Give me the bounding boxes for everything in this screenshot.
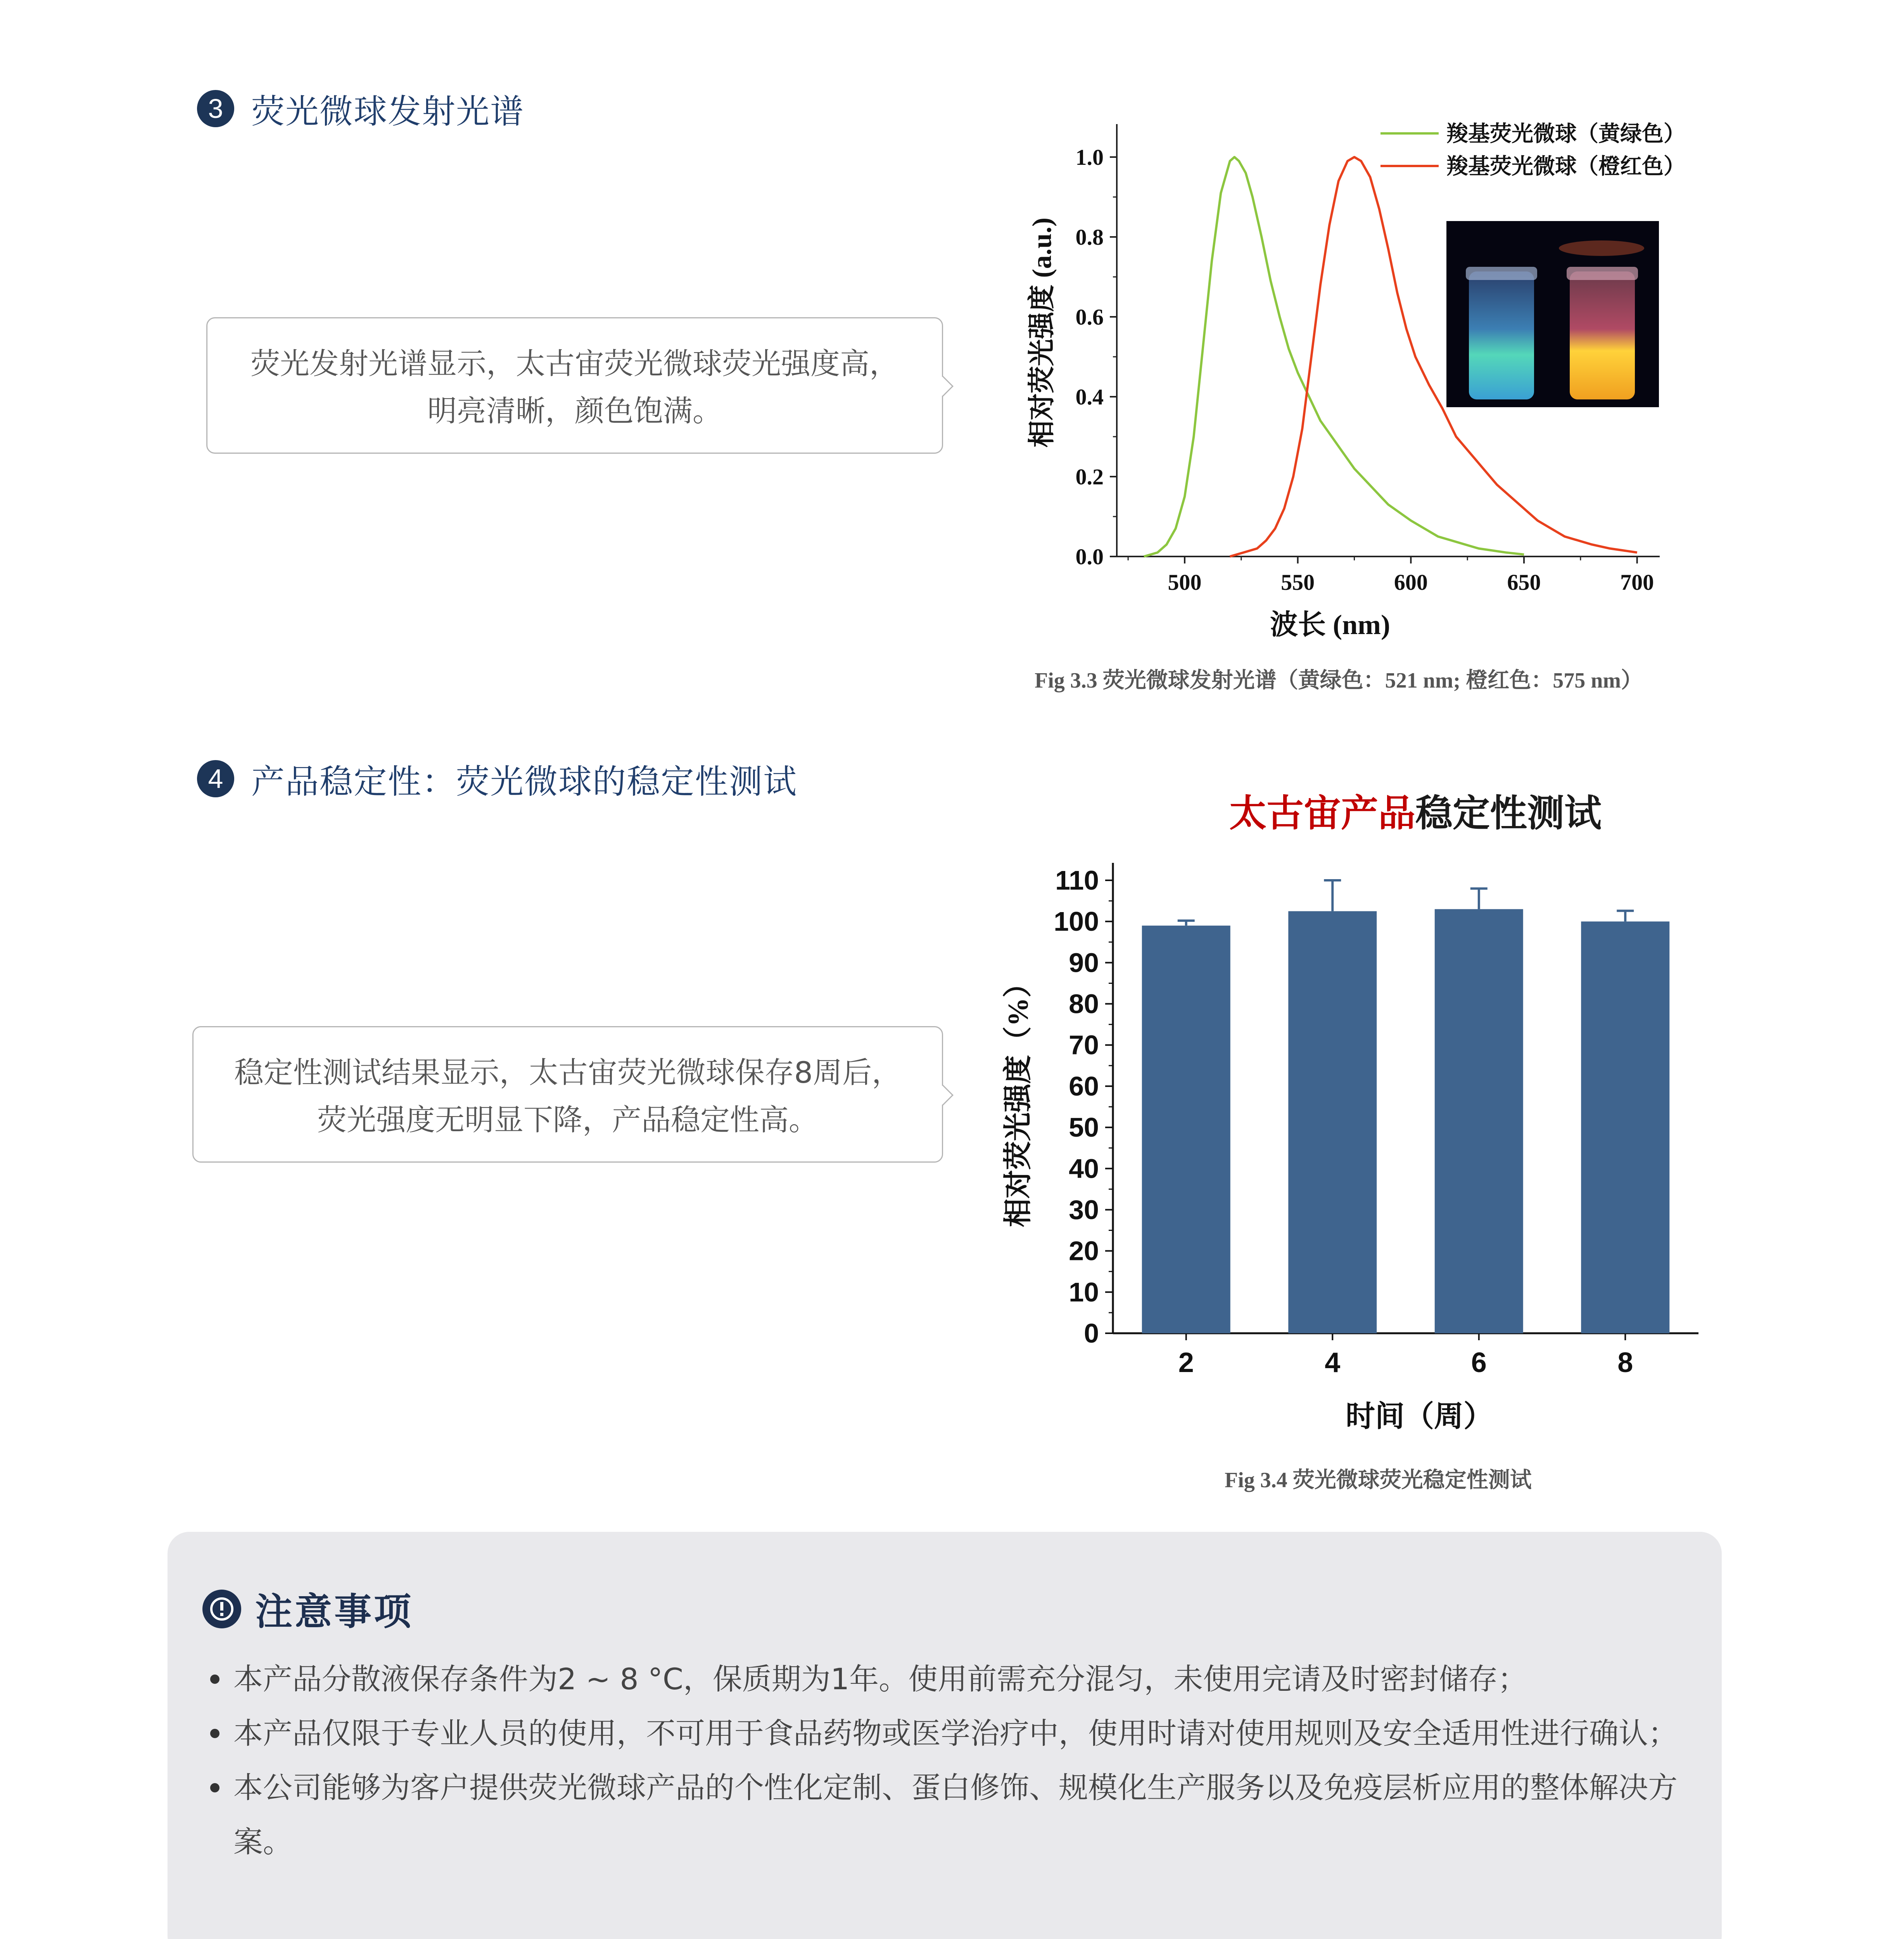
- y-tick-label: 1.0: [1075, 145, 1104, 170]
- notice-title: 注意事项: [255, 1590, 413, 1633]
- bubble-line: 明亮清晰，颜色饱满。: [427, 394, 722, 428]
- notice-item: 本产品分散液保存条件为2 ~ 8 °C，保质期为1年。使用前需充分混匀，未使用完请及时密封储存；: [210, 1652, 1684, 1706]
- bar-week-8: [1581, 921, 1669, 1333]
- description-bubble: [192, 1026, 943, 1163]
- bubble-line: 荧光强度无明显下降，产品稳定性高。: [317, 1103, 818, 1137]
- figure-caption: Fig 3.3 荧光微球发射光谱（黄绿色：521 nm; 橙红色：575 nm）: [1035, 669, 1643, 693]
- section-title: 产品稳定性：荧光微球的稳定性测试: [251, 762, 797, 801]
- y-tick-label: 0.2: [1075, 464, 1104, 489]
- vial-cap: [1567, 267, 1638, 280]
- vial-orange: [1570, 271, 1635, 399]
- vial-green: [1469, 271, 1534, 399]
- legend-label: 羧基荧光微球（橙红色）: [1446, 155, 1685, 179]
- notice-header: [202, 1582, 413, 1635]
- notice-panel: [168, 1532, 1722, 1939]
- figure-caption: Fig 3.4 荧光微球荧光稳定性测试: [1225, 1468, 1532, 1492]
- chart-title: [1229, 793, 1602, 834]
- y-tick-label: 0.6: [1075, 304, 1104, 330]
- x-axis-label: 时间（周）: [1346, 1400, 1493, 1433]
- notice-list: [210, 1652, 1684, 1869]
- section-4-header: [197, 755, 797, 803]
- description-bubble: [206, 317, 943, 454]
- chart-series: [1142, 880, 1670, 1333]
- x-tick-label: 6: [1471, 1347, 1487, 1378]
- section-3-header: [197, 85, 524, 133]
- glow: [1559, 240, 1644, 256]
- alert-icon: [202, 1590, 241, 1628]
- section-number-badge: 3: [197, 90, 234, 127]
- bar-week-6: [1435, 909, 1523, 1333]
- section-number-badge: 4: [197, 760, 234, 797]
- x-axis-label: 波长 (nm): [1270, 609, 1390, 640]
- chart-legend: [1380, 122, 1685, 179]
- y-tick-label: 0: [1084, 1318, 1099, 1348]
- stability-bar-chart: [977, 783, 1722, 1443]
- vials-photo: [1446, 221, 1659, 407]
- y-tick-label: 50: [1069, 1112, 1099, 1143]
- vial-cap: [1466, 267, 1537, 280]
- chart-title-part: 稳定性测试: [1415, 793, 1602, 834]
- y-tick-label: 110: [1055, 865, 1099, 895]
- notice-item: 本公司能够为客户提供荧光微球产品的个性化定制、蛋白修饰、规模化生产服务以及免疫层析应用的整体解决方案。: [210, 1761, 1684, 1869]
- x-tick-label: 700: [1620, 570, 1654, 595]
- bar-week-2: [1142, 926, 1230, 1333]
- x-tick-label: 650: [1507, 570, 1541, 595]
- x-tick-label: 8: [1617, 1347, 1633, 1378]
- y-tick-label: 100: [1054, 906, 1099, 937]
- x-tick-label: 500: [1168, 570, 1202, 595]
- bar-week-4: [1288, 911, 1377, 1333]
- y-tick-label: 20: [1069, 1236, 1099, 1266]
- y-tick-label: 40: [1069, 1153, 1099, 1184]
- y-tick-label: 30: [1069, 1194, 1099, 1225]
- y-axis-label: 相对荧光强度（%）: [1002, 969, 1034, 1227]
- bubble-line: 荧光发射光谱显示，太古宙荧光微球荧光强度高，: [251, 346, 899, 381]
- bubble-line: 稳定性测试结果显示，太古宙荧光微球保存8周后，: [234, 1055, 902, 1090]
- chart-title-part: 太古宙产品: [1229, 793, 1415, 834]
- y-tick-label: 70: [1069, 1030, 1099, 1060]
- x-tick-label: 2: [1178, 1347, 1194, 1378]
- y-tick-label: 60: [1069, 1071, 1099, 1101]
- y-axis-label: 相对荧光强度 (a.u.): [1027, 217, 1057, 448]
- y-tick-label: 10: [1069, 1277, 1099, 1307]
- x-tick-label: 600: [1394, 570, 1428, 595]
- y-tick-label: 0.8: [1075, 225, 1104, 250]
- y-tick-label: 0.4: [1075, 384, 1104, 410]
- y-tick-label: 80: [1069, 989, 1099, 1019]
- notice-item: 本产品仅限于专业人员的使用，不可用于食品药物或医学治疗中，使用时请对使用规则及安全适用性进行确认；: [210, 1706, 1684, 1761]
- section-title: 荧光微球发射光谱: [251, 92, 524, 131]
- y-tick-label: 90: [1069, 947, 1099, 978]
- x-tick-label: 550: [1281, 570, 1315, 595]
- legend-label: 羧基荧光微球（黄绿色）: [1446, 122, 1685, 146]
- y-tick-label: 0.0: [1075, 544, 1104, 569]
- x-tick-label: 4: [1325, 1347, 1341, 1378]
- emission-spectrum-chart: [1008, 101, 1706, 652]
